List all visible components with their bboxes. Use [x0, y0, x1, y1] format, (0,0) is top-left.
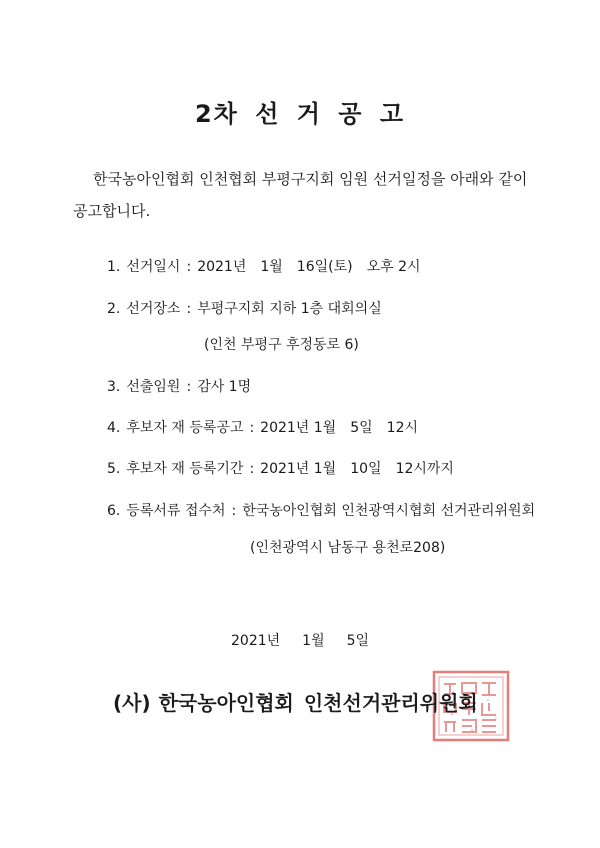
item-election-datetime [107, 256, 421, 276]
intro-paragraph: 한국농아인협회 인천협회 부평구지회 임원 선거일정을 아래와 같이 공고합니다. [73, 170, 528, 220]
date-year: 2021년 [231, 633, 281, 649]
item-number: 4. [107, 420, 121, 436]
item-value: 10일 [350, 461, 382, 477]
item-reregistration-notice [107, 417, 418, 437]
item-value: 오후 2시 [366, 259, 421, 275]
item-separator: : [231, 503, 237, 519]
item-election-venue [107, 298, 382, 318]
item-number: 2. [107, 301, 121, 317]
item-separator: : [186, 379, 192, 395]
item-value: 12시 [386, 420, 418, 436]
item-value: 16일(토) [296, 259, 353, 275]
submission-address: (인천광역시 남동구 용천로208) [250, 540, 446, 556]
issue-date [231, 630, 369, 650]
issuing-organization [113, 687, 478, 716]
item-value: 1월 [260, 259, 283, 275]
item-label: 선거일시 [126, 259, 181, 275]
item-number: 5. [107, 461, 121, 477]
item-value: 12시까지 [395, 461, 454, 477]
date-month: 1월 [302, 633, 325, 649]
item-value: 5일 [350, 420, 373, 436]
item-number: 1. [107, 259, 121, 275]
date-day: 5일 [346, 633, 370, 649]
item-reregistration-period [107, 458, 454, 478]
item-label: 등록서류 접수처 [126, 503, 226, 519]
item-separator: : [249, 461, 255, 477]
item-value: 2021년 [197, 259, 247, 275]
item-document-submission [107, 500, 535, 520]
item-value: 2021년 1월 [260, 461, 337, 477]
item-value: 2021년 1월 [260, 420, 337, 436]
item-value: 부평구지회 지하 1층 대회의실 [197, 301, 382, 317]
item-elected-officers [107, 376, 251, 396]
item-value: 한국농아인협회 인천광역시협회 선거관리위원회 [242, 503, 536, 519]
item-number: 3. [107, 379, 121, 395]
item-separator: : [249, 420, 255, 436]
document-title: 2차 선 거 공 고 [194, 100, 406, 128]
item-number: 6. [107, 503, 121, 519]
org-committee: 인천선거관리위원회 [303, 691, 478, 715]
item-label: 후보자 재 등록공고 [126, 420, 244, 436]
item-label: 후보자 재 등록기간 [126, 461, 244, 477]
item-label: 선거장소 [126, 301, 181, 317]
org-prefix: (사) [113, 691, 151, 715]
item-separator: : [186, 259, 192, 275]
venue-address: (인천 부평구 후정동로 6) [204, 337, 359, 353]
item-label: 선출임원 [126, 379, 181, 395]
item-value: 감사 1명 [197, 379, 252, 395]
org-name: 한국농아인협회 [158, 691, 294, 715]
item-separator: : [186, 301, 192, 317]
